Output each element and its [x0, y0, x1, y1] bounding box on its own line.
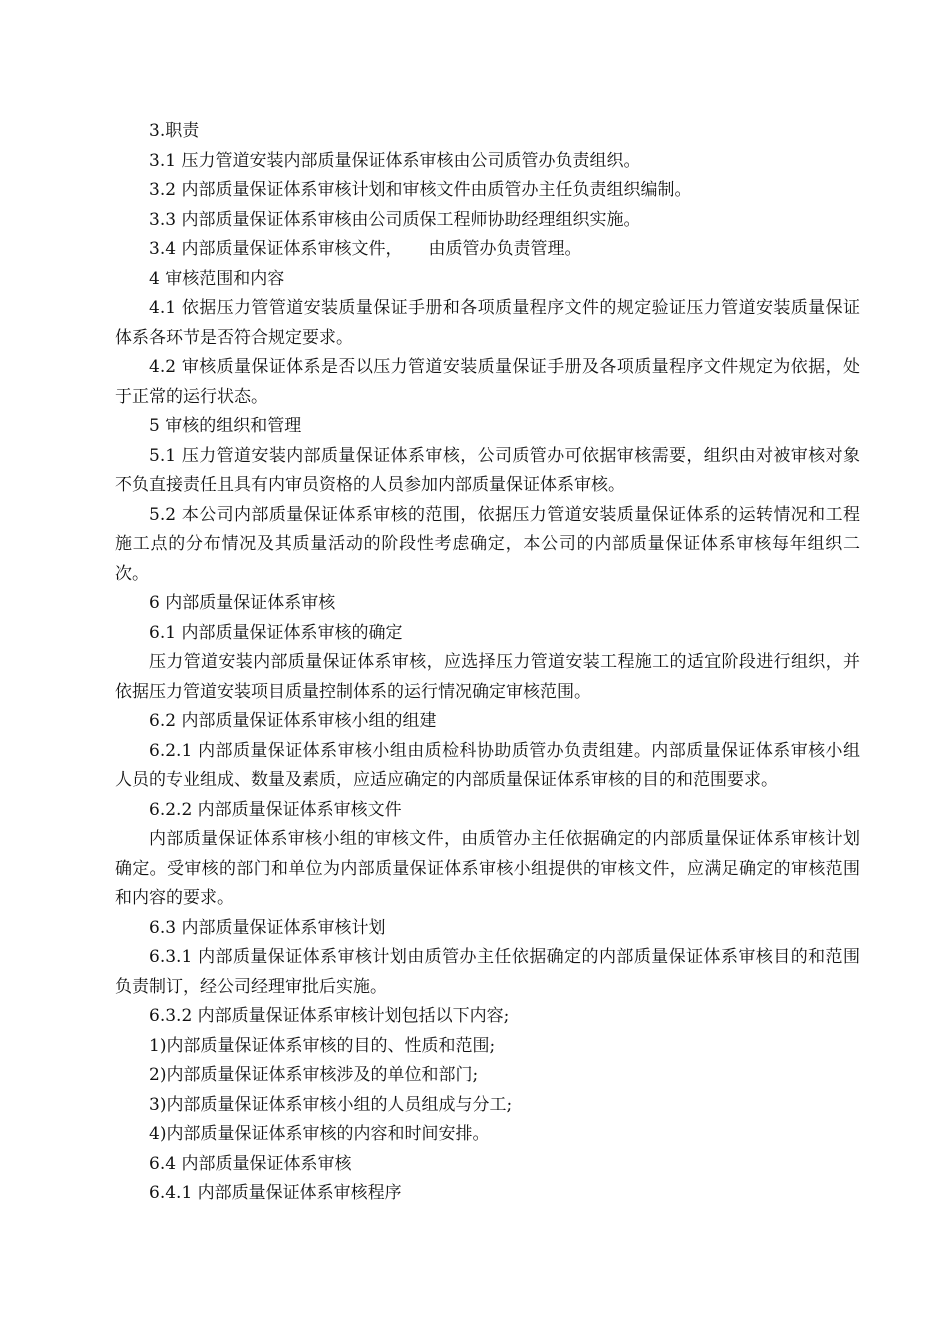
subsection-heading: 6.2.2 内部质量保证体系审核文件: [149, 799, 402, 820]
subsection-heading: 6.1 内部质量保证体系审核的确定: [149, 622, 403, 643]
paragraph: [115, 235, 860, 265]
paragraph: 5.2 本公司内部质量保证体系审核的范围，依据压力管道安装质量保证体系的运转情况和工程施工点的分布情况及其质量活动的阶段性考虑确定，本公司的内部质量保证体系审核每年组织二次。: [115, 504, 860, 584]
subsection-heading: 6.4.1 内部质量保证体系审核程序: [149, 1183, 402, 1203]
subsection-heading: 6.2 内部质量保证体系审核小组的组建: [149, 711, 437, 731]
list-item: 4)内部质量保证体系审核的内容和时间安排。: [149, 1124, 490, 1144]
paragraph: 5.1 压力管道安装内部质量保证体系审核，公司质管办可依据审核需要，组织由对被审核对象不负直接责任且具有内审员资格的人员参加内部质量保证体系审核。: [115, 445, 860, 495]
section-heading: 3.职责: [149, 121, 200, 141]
document-body: [115, 117, 860, 1209]
subsection-heading: 6.3 内部质量保证体系审核计划: [149, 917, 386, 938]
subsection-heading: 6.4 内部质量保证体系审核: [149, 1153, 352, 1174]
section-heading: 5 审核的组织和管理: [149, 416, 302, 436]
paragraph: 6.2.1 内部质量保证体系审核小组由质检科协助质管办负责组建。内部质量保证体系审核小组人员的专业组成、数量及素质，应适应确定的内部质量保证体系审核的目的和范围要求。: [115, 740, 860, 790]
list-item: 2)内部质量保证体系审核涉及的单位和部门;: [149, 1065, 479, 1085]
section-heading: 4 审核范围和内容: [149, 268, 285, 289]
paragraph: 4.2 审核质量保证体系是否以压力管道安装质量保证手册及各项质量程序文件规定为依据，处于正常的运行状态。: [115, 357, 860, 407]
paragraph: 3.3 内部质量保证体系审核由公司质保工程师协助经理组织实施。: [149, 209, 641, 230]
paragraph: 3.1 压力管道安装内部质量保证体系审核由公司质管办负责组织。: [149, 150, 641, 171]
paragraph: 压力管道安装内部质量保证体系审核，应选择压力管道安装工程施工的适宜阶段进行组织，并依据压力管道安装项目质量控制体系的运行情况确定审核范围。: [115, 652, 860, 702]
section-heading: 6 内部质量保证体系审核: [149, 593, 336, 613]
paragraph: 3.2 内部质量保证体系审核计划和审核文件由质管办主任负责组织编制。: [149, 180, 692, 200]
paragraph: 6.3.1 内部质量保证体系审核计划由质管办主任依据确定的内部质量保证体系审核目的和范围负责制订，经公司经理审批后实施。: [115, 947, 860, 997]
paragraph: 4.1 依据压力管管道安装质量保证手册和各项质量程序文件的规定验证压力管道安装质量保证体系各环节是否符合规定要求。: [115, 298, 860, 348]
paragraph-part: 由质管办负责管理。: [428, 239, 582, 259]
list-item: 1)内部质量保证体系审核的目的、性质和范围;: [149, 1035, 496, 1056]
paragraph-part: 3.4 内部质量保证体系审核文件，: [149, 239, 403, 259]
paragraph: 6.3.2 内部质量保证体系审核计划包括以下内容;: [149, 1006, 510, 1026]
list-item: 3)内部质量保证体系审核小组的人员组成与分工;: [149, 1094, 513, 1115]
paragraph: 内部质量保证体系审核小组的审核文件，由质管办主任依据确定的内部质量保证体系审核计划确定。受审核的部门和单位为内部质量保证体系审核小组提供的审核文件，应满足确定的审核范围和内容的要求。: [115, 829, 860, 908]
